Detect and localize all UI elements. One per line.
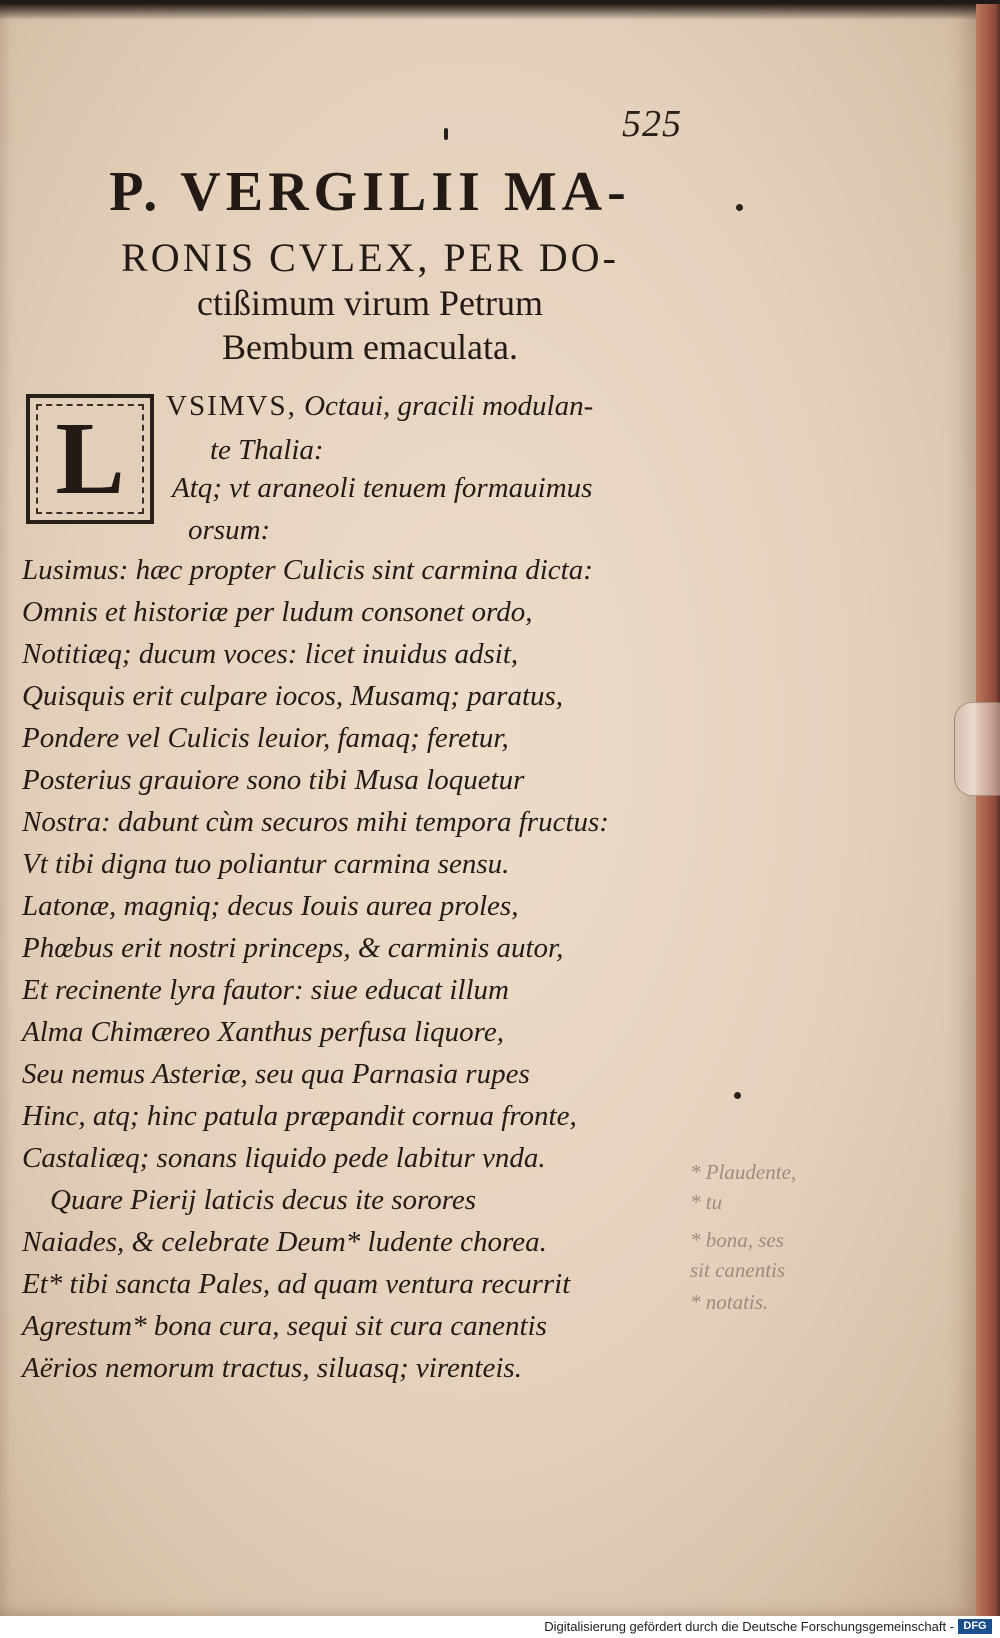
- verse-line: Omnis et historiæ per ludum consonet ordo,: [22, 596, 533, 628]
- page-top-shadow: [0, 4, 976, 20]
- verse-line: Vt tibi digna tuo poliantur carmina sensu.: [22, 848, 510, 880]
- title-line-3: ctißimum virum Petrum: [197, 283, 543, 323]
- verse-line: Notitiæq; ducum voces: licet inuidus adsit,: [22, 638, 519, 670]
- verse-line: Et recinente lyra fautor: siue educat illum: [22, 974, 509, 1006]
- verse-line: Atq; vt araneoli tenuem formauimus: [172, 472, 593, 504]
- verse-line: Pondere vel Culicis leuior, famaq; feretur,: [22, 722, 509, 754]
- verse-line: Phœbus erit nostri princeps, & carminis autor,: [22, 932, 564, 964]
- verse-line: Et* tibi sancta Pales, ad quam ventura recurrit: [22, 1268, 571, 1300]
- verse-line: Hinc, atq; hinc patula præpandit cornua fronte,: [22, 1100, 577, 1132]
- verse-line: Lusimus: hæc propter Culicis sint carmina dicta:: [22, 554, 593, 586]
- ink-speck: [734, 1092, 741, 1099]
- verse-line: Naiades, & celebrate Deum* ludente chorea.: [22, 1226, 547, 1258]
- verse-line-first: [166, 392, 593, 421]
- verse-line: orsum:: [188, 514, 271, 546]
- dfg-logo: DFG: [958, 1619, 992, 1634]
- initial-letter: L: [55, 401, 125, 516]
- footer-bar: [0, 1616, 1000, 1638]
- margin-note: * notatis.: [690, 1290, 769, 1314]
- page-clip: [954, 702, 1000, 796]
- ink-speck: [736, 204, 743, 211]
- margin-note: sit canentis: [690, 1258, 786, 1282]
- margin-note: * tu: [690, 1190, 723, 1214]
- ink-speck: [444, 128, 448, 140]
- verse-line: Quare Pierij laticis decus ite sorores: [50, 1184, 477, 1216]
- first-word: VSIMVS,: [166, 390, 297, 422]
- verse-line: Quisquis erit culpare iocos, Musamq; paratus,: [22, 680, 564, 712]
- digitization-credit: Digitalisierung gefördert durch die Deutsche Forschungsgemeinschaft -: [544, 1619, 954, 1634]
- verse-line-first-cont: te Thalia:: [210, 434, 324, 466]
- verse-line: Agrestum* bona cura, sequi sit cura canentis: [22, 1310, 547, 1342]
- verse-line: Aërios nemorum tractus, siluasq; virenteis.: [22, 1352, 522, 1384]
- title-line-1: P. VERGILII MA-: [109, 161, 631, 223]
- margin-note: * bona, ses: [690, 1228, 784, 1252]
- title-line-4: Bembum emaculata.: [222, 327, 518, 367]
- decorated-initial: [26, 394, 154, 524]
- verse-line: Castaliæq; sonans liquido pede labitur vnda.: [22, 1142, 546, 1174]
- margin-note: * Plaudente,: [690, 1160, 797, 1184]
- page-edge: [976, 4, 1000, 1616]
- verse-line: Alma Chimæreo Xanthus perfusa liquore,: [22, 1016, 504, 1048]
- page-number: 525: [622, 103, 682, 145]
- verse-line: Nostra: dabunt cùm securos mihi tempora fructus:: [22, 806, 609, 838]
- title-line-2: RONIS CVLEX, PER DO-: [121, 235, 619, 280]
- verse-line: Seu nemus Asteriæ, seu qua Parnasia rupes: [22, 1058, 530, 1090]
- verse-line: Latonæ, magniq; decus Iouis aurea proles,: [22, 890, 519, 922]
- first-verse-rest: Octaui, gracili modulan-: [296, 390, 594, 422]
- verse-line: Posterius grauiore sono tibi Musa loquetur: [22, 764, 525, 796]
